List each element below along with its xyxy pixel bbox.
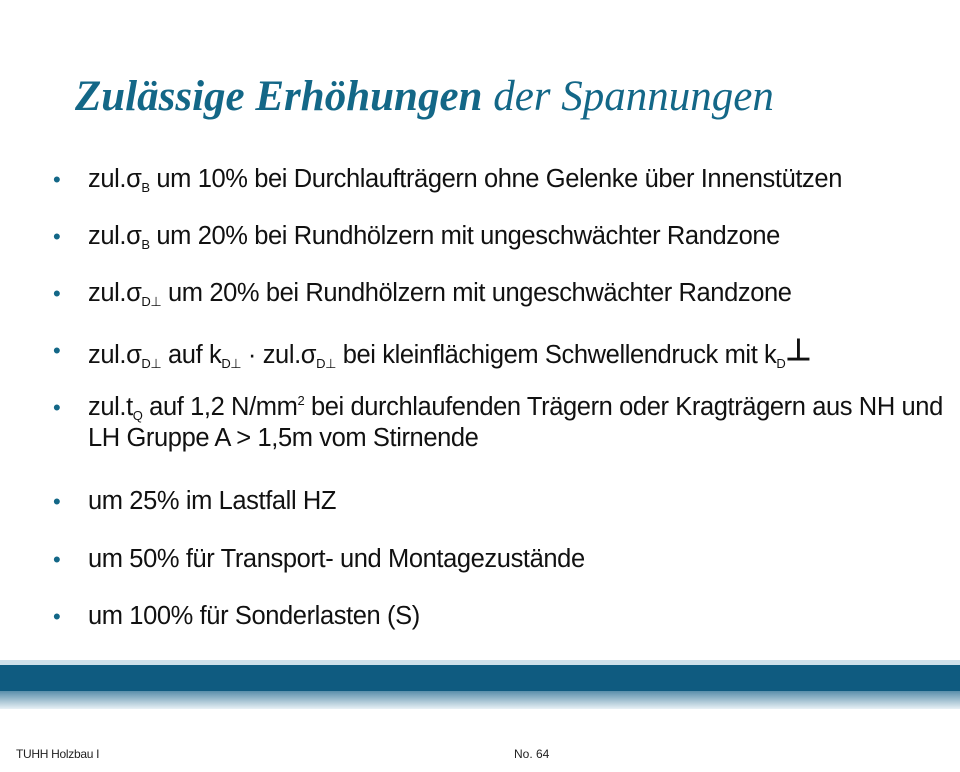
- item-text: zul.σ: [88, 165, 142, 193]
- bullet-dot-icon: •: [53, 338, 61, 363]
- bullet-item: [48, 221, 780, 252]
- bullet-item: [48, 486, 336, 517]
- item-text: bei durchlaufenden Trägern oder Kragträgern aus NH und LH Gruppe A > 1,5m vom Stirnende: [88, 393, 943, 452]
- bullet-item: [48, 164, 842, 195]
- item-text: zul.t: [88, 393, 133, 421]
- item-subscript: D⊥: [141, 294, 162, 309]
- item-subscript: D⊥: [141, 356, 162, 371]
- footer-page-number: No. 64: [514, 747, 550, 761]
- item-subscript: D⊥: [316, 356, 337, 371]
- decorative-band-gradient: [0, 691, 960, 709]
- item-text: um 100% für Sonderlasten (S): [88, 602, 420, 630]
- item-text: auf 1,2 N/mm: [142, 393, 298, 421]
- bullet-item: [48, 601, 420, 632]
- item-text: zul.σ: [88, 341, 142, 369]
- item-text: um 20% bei Rundhölzern mit ungeschwächter Randzone: [161, 279, 792, 307]
- bullet-dot-icon: •: [53, 395, 61, 420]
- bullet-dot-icon: •: [53, 604, 61, 629]
- item-subscript: B: [141, 180, 150, 195]
- title-normal: der Spannungen: [493, 73, 774, 120]
- bullet-item: [48, 392, 948, 454]
- item-superscript: 2: [297, 393, 305, 408]
- item-subscript: D: [776, 356, 786, 371]
- item-text: um 50% für Transport- und Montagezustände: [88, 545, 585, 573]
- item-subscript: Q: [132, 408, 143, 423]
- bullet-item: [48, 278, 792, 309]
- title-bold: Zulässige Erhöhungen: [75, 73, 483, 120]
- item-subscript: D⊥: [221, 356, 242, 371]
- slide-title: [75, 72, 774, 121]
- bullet-dot-icon: •: [53, 167, 61, 192]
- item-text: um 25% im Lastfall HZ: [88, 487, 337, 515]
- bullet-dot-icon: •: [53, 281, 61, 306]
- bullet-item: [48, 544, 585, 575]
- perpendicular-symbol: ⊥: [785, 334, 812, 367]
- decorative-band: [0, 665, 960, 691]
- item-text: um 20% bei Rundhölzern mit ungeschwächter Randzone: [149, 222, 780, 250]
- bullet-dot-icon: •: [53, 489, 61, 514]
- item-text: auf k: [161, 341, 222, 369]
- footer-course: TUHH Holzbau I: [16, 747, 100, 761]
- item-text: · zul.σ: [241, 341, 317, 369]
- item-text: zul.σ: [88, 222, 142, 250]
- bullet-dot-icon: •: [53, 547, 61, 572]
- item-text: zul.σ: [88, 279, 142, 307]
- bullet-dot-icon: •: [53, 224, 61, 249]
- item-text: bei kleinflächigem Schwellendruck mit k: [336, 341, 777, 369]
- item-subscript: B: [141, 237, 150, 252]
- bullet-item: [48, 335, 811, 371]
- item-text: um 10% bei Durchlaufträgern ohne Gelenke über Innenstützen: [149, 165, 842, 193]
